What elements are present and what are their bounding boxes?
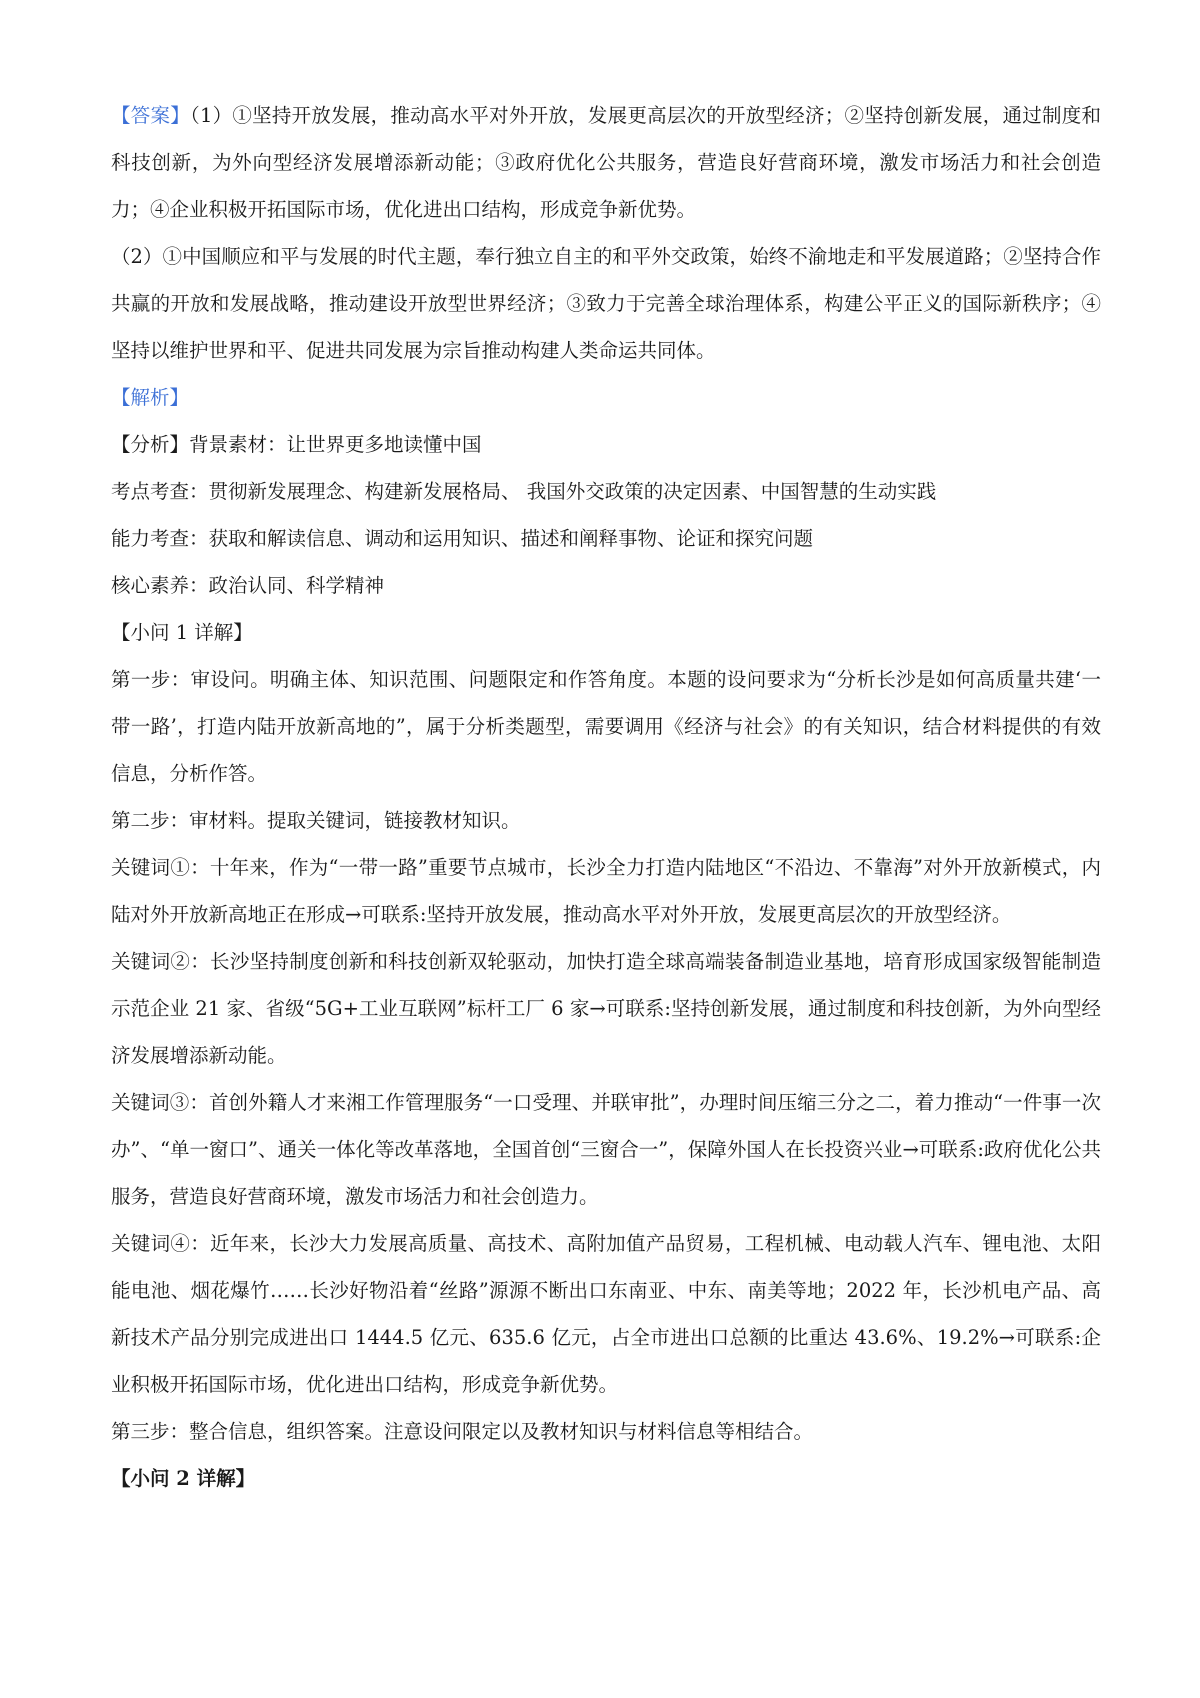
q1-keyword-4: 关键词④：近年来，长沙大力发展高质量、高技术、高附加值产品贸易，工程机械、电动载人汽车、锂电池、太阳能电池、烟花爆竹……长沙好物沿着“丝路”源源不断出口东南亚、中东、南美等地；2022 年，长沙机电产品、高新技术产品分别完成进出口 1444.5 亿元、635.6 亿元，占全市进出口总额的比重达 43.6%、19.2%→可联系:企业积极开拓国际市场，优化进出口结构，形成竞争新优势。 bbox=[111, 1232, 1101, 1396]
answer-part-2: （2）①中国顺应和平与发展的时代主题，奉行独立自主的和平外交政策，始终不渝地走和平发展道路；②坚持合作共赢的开放和发展战略，推动建设开放型世界经济；③致力于完善全球治理体系，构建公平正义的国际新秩序；④坚持以维护世界和平、促进共同发展为宗旨推动构建人类命运共同体。 bbox=[111, 245, 1101, 362]
answer-part-1-text: （1）①坚持开放发展，推动高水平对外开放，发展更高层次的开放型经济；②坚持创新发展，通过制度和科技创新，为外向型经济发展增添新动能；③政府优化公共服务，营造良好营商环境，激发市场活力和社会创造力；④企业积极开拓国际市场，优化进出口结构，形成竞争新优势。 bbox=[111, 104, 1101, 221]
q1-step-2: 第二步：审材料。提取关键词，链接教材知识。 bbox=[111, 809, 521, 832]
answer-part-1 bbox=[111, 92, 1101, 233]
q1-heading: 【小问 1 详解】 bbox=[111, 621, 253, 644]
q1-keyword-3: 关键词③：首创外籍人才来湘工作管理服务“一口受理、并联审批”，办理时间压缩三分之二，着力推动“一件事一次办”、“单一窗口”、通关一体化等改革落地，全国首创“三窗合一”，保障外国人在长投资兴业→可联系:政府优化公共服务，营造良好营商环境，激发市场活力和社会创造力。 bbox=[111, 1091, 1101, 1208]
q1-keyword-2: 关键词②：长沙坚持制度创新和科技创新双轮驱动，加快打造全球高端装备制造业基地，培育形成国家级智能制造示范企业 21 家、省级“5G+工业互联网”标杆工厂 6 家→可联系:坚持创新发展，通过制度和科技创新，为外向型经济发展增添新动能。 bbox=[111, 950, 1101, 1067]
q1-step-3: 第三步：整合信息，组织答案。注意设问限定以及教材知识与材料信息等相结合。 bbox=[111, 1420, 814, 1443]
analysis-core-literacy: 核心素养：政治认同、科学精神 bbox=[111, 574, 385, 597]
document-content bbox=[111, 92, 1101, 1502]
q1-keyword-1: 关键词①：十年来，作为“一带一路”重要节点城市，长沙全力打造内陆地区“不沿边、不靠海”对外开放新模式，内陆对外开放新高地正在形成→可联系:坚持开放发展，推动高水平对外开放，发展更高层次的开放型经济。 bbox=[111, 856, 1101, 926]
q1-step-1: 第一步：审设问。明确主体、知识范围、问题限定和作答角度。本题的设问要求为“分析长沙是如何高质量共建‘一带一路’，打造内陆开放新高地的”，属于分析类题型，需要调用《经济与社会》的有关知识，结合材料提供的有效信息，分析作答。 bbox=[111, 668, 1101, 785]
analysis-exam-points: 考点考查：贯彻新发展理念、构建新发展格局、 我国外交政策的决定因素、中国智慧的生动实践 bbox=[111, 480, 937, 503]
answer-tag: 【答案】 bbox=[111, 104, 190, 127]
analysis-ability: 能力考查：获取和解读信息、调动和运用知识、描述和阐释事物、论证和探究问题 bbox=[111, 527, 814, 550]
analysis-background: 【分析】背景素材：让世界更多地读懂中国 bbox=[111, 433, 482, 456]
analysis-tag: 【解析】 bbox=[111, 386, 190, 409]
q2-heading: 【小问 2 详解】 bbox=[111, 1467, 256, 1490]
